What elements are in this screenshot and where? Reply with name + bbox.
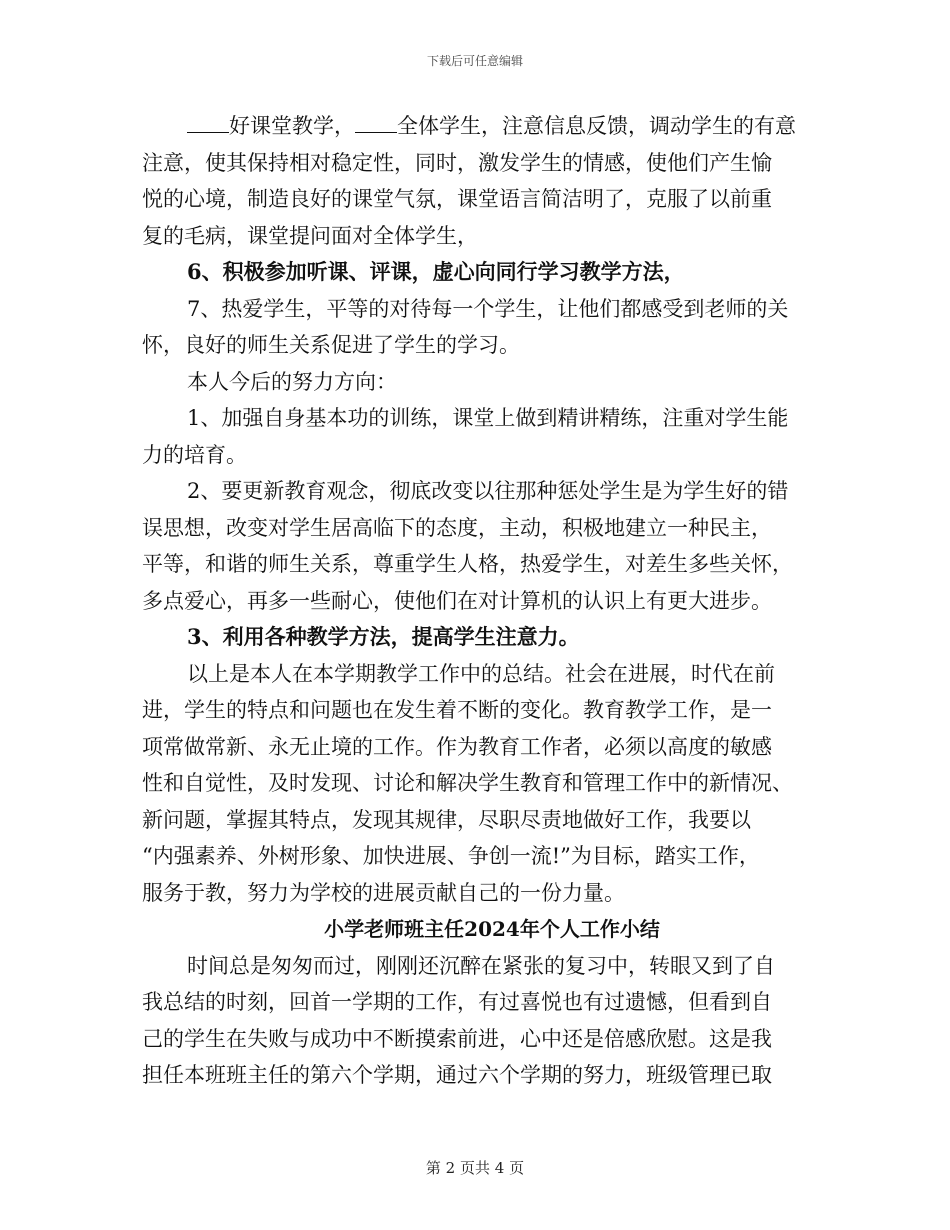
paragraph-line: 担任本班班主任的第六个学期，通过六个学期的努力，班级管理已取: [142, 1063, 772, 1087]
paragraph-line: 项常做常新、永无止境的工作。作为教育工作者，必须以高度的敏感: [142, 734, 772, 759]
paragraph-line: 误思想，改变对学生居高临下的态度，主动，积极地建立一种民主，: [142, 515, 772, 540]
paragraph-line: 进，学生的特点和问题也在发生着不断的变化。教育教学工作，是一: [142, 698, 772, 722]
bold-list-item-3: 3、利用各种教学方法，提高学生注意力。: [187, 624, 580, 649]
paragraph-line: 怀，良好的师生关系促进了学生的学习。: [142, 333, 520, 357]
section-heading: 本人今后的努力方向：: [187, 369, 397, 394]
section-title: 小学老师班主任2024年个人工作小结: [324, 917, 660, 941]
paragraph-line: 我总结的时刻，回首一学期的工作，有过喜悦也有过遗憾，但看到自: [142, 990, 772, 1014]
paragraph-line: 好课堂教学， 全体学生，注意信息反馈，调动学生的有意: [142, 108, 812, 145]
paragraph-line: 复的毛病，课堂提问面对全体学生，: [142, 223, 478, 248]
fill-blank: [355, 112, 397, 133]
paragraph-line: 以上是本人在本学期教学工作中的总结。社会在进展，时代在前: [187, 661, 775, 686]
paragraph-line: 服务于教，努力为学校的进展贡献自己的一份力量。: [142, 880, 625, 905]
paragraph-line: 时间总是匆匆而过，刚刚还沉醉在紧张的复习中，转眼又到了自: [187, 953, 775, 978]
fill-blank: [187, 112, 229, 133]
bold-list-item-6: 6、积极参加听课、评课，虚心向同行学习教学方法，: [187, 259, 685, 284]
paragraph-line: 注意，使其保持相对稳定性，同时，激发学生的情感，使他们产生愉: [142, 150, 772, 175]
paragraph-line: “内强素养、外树形象、加快进展、争创一流!”为目标，踏实工作，: [142, 844, 760, 868]
paragraph-line: 多点爱心，再多一些耐心，使他们在对计算机的认识上有更大进步。: [142, 588, 772, 613]
paragraph-line: 悦的心境，制造良好的课堂气氛，课堂语言简洁明了，克服了以前重: [142, 187, 772, 211]
paragraph-line: 力的培育。: [142, 442, 247, 467]
list-item-7: 7、热爱学生，平等的对待每一个学生，让他们都感受到老师的关: [187, 296, 789, 321]
list-item-1: 1、加强自身基本功的训练，课堂上做到精讲精练，注重对学生能: [187, 406, 789, 430]
paragraph-line: 平等，和谐的师生关系，尊重学生人格，热爱学生，对差生多些关怀，: [142, 552, 793, 576]
document-body: [142, 108, 812, 1094]
paragraph-line: 己的学生在失败与成功中不断摸索前进，心中还是倍感欣慰。这是我: [142, 1026, 772, 1051]
page-header: 下载后可任意编辑: [426, 54, 523, 68]
paragraph-line: 性和自觉性，及时发现、讨论和解决学生教育和管理工作中的新情况、: [142, 771, 793, 795]
page-footer: 第 2 页共 4 页: [425, 1159, 525, 1177]
list-item-2: 2、要更新教育观念，彻底改变以往那种惩处学生是为学生好的错: [187, 479, 789, 503]
paragraph-line: 新问题，掌握其特点，发现其规律，尽职尽责地做好工作，我要以: [142, 807, 751, 832]
